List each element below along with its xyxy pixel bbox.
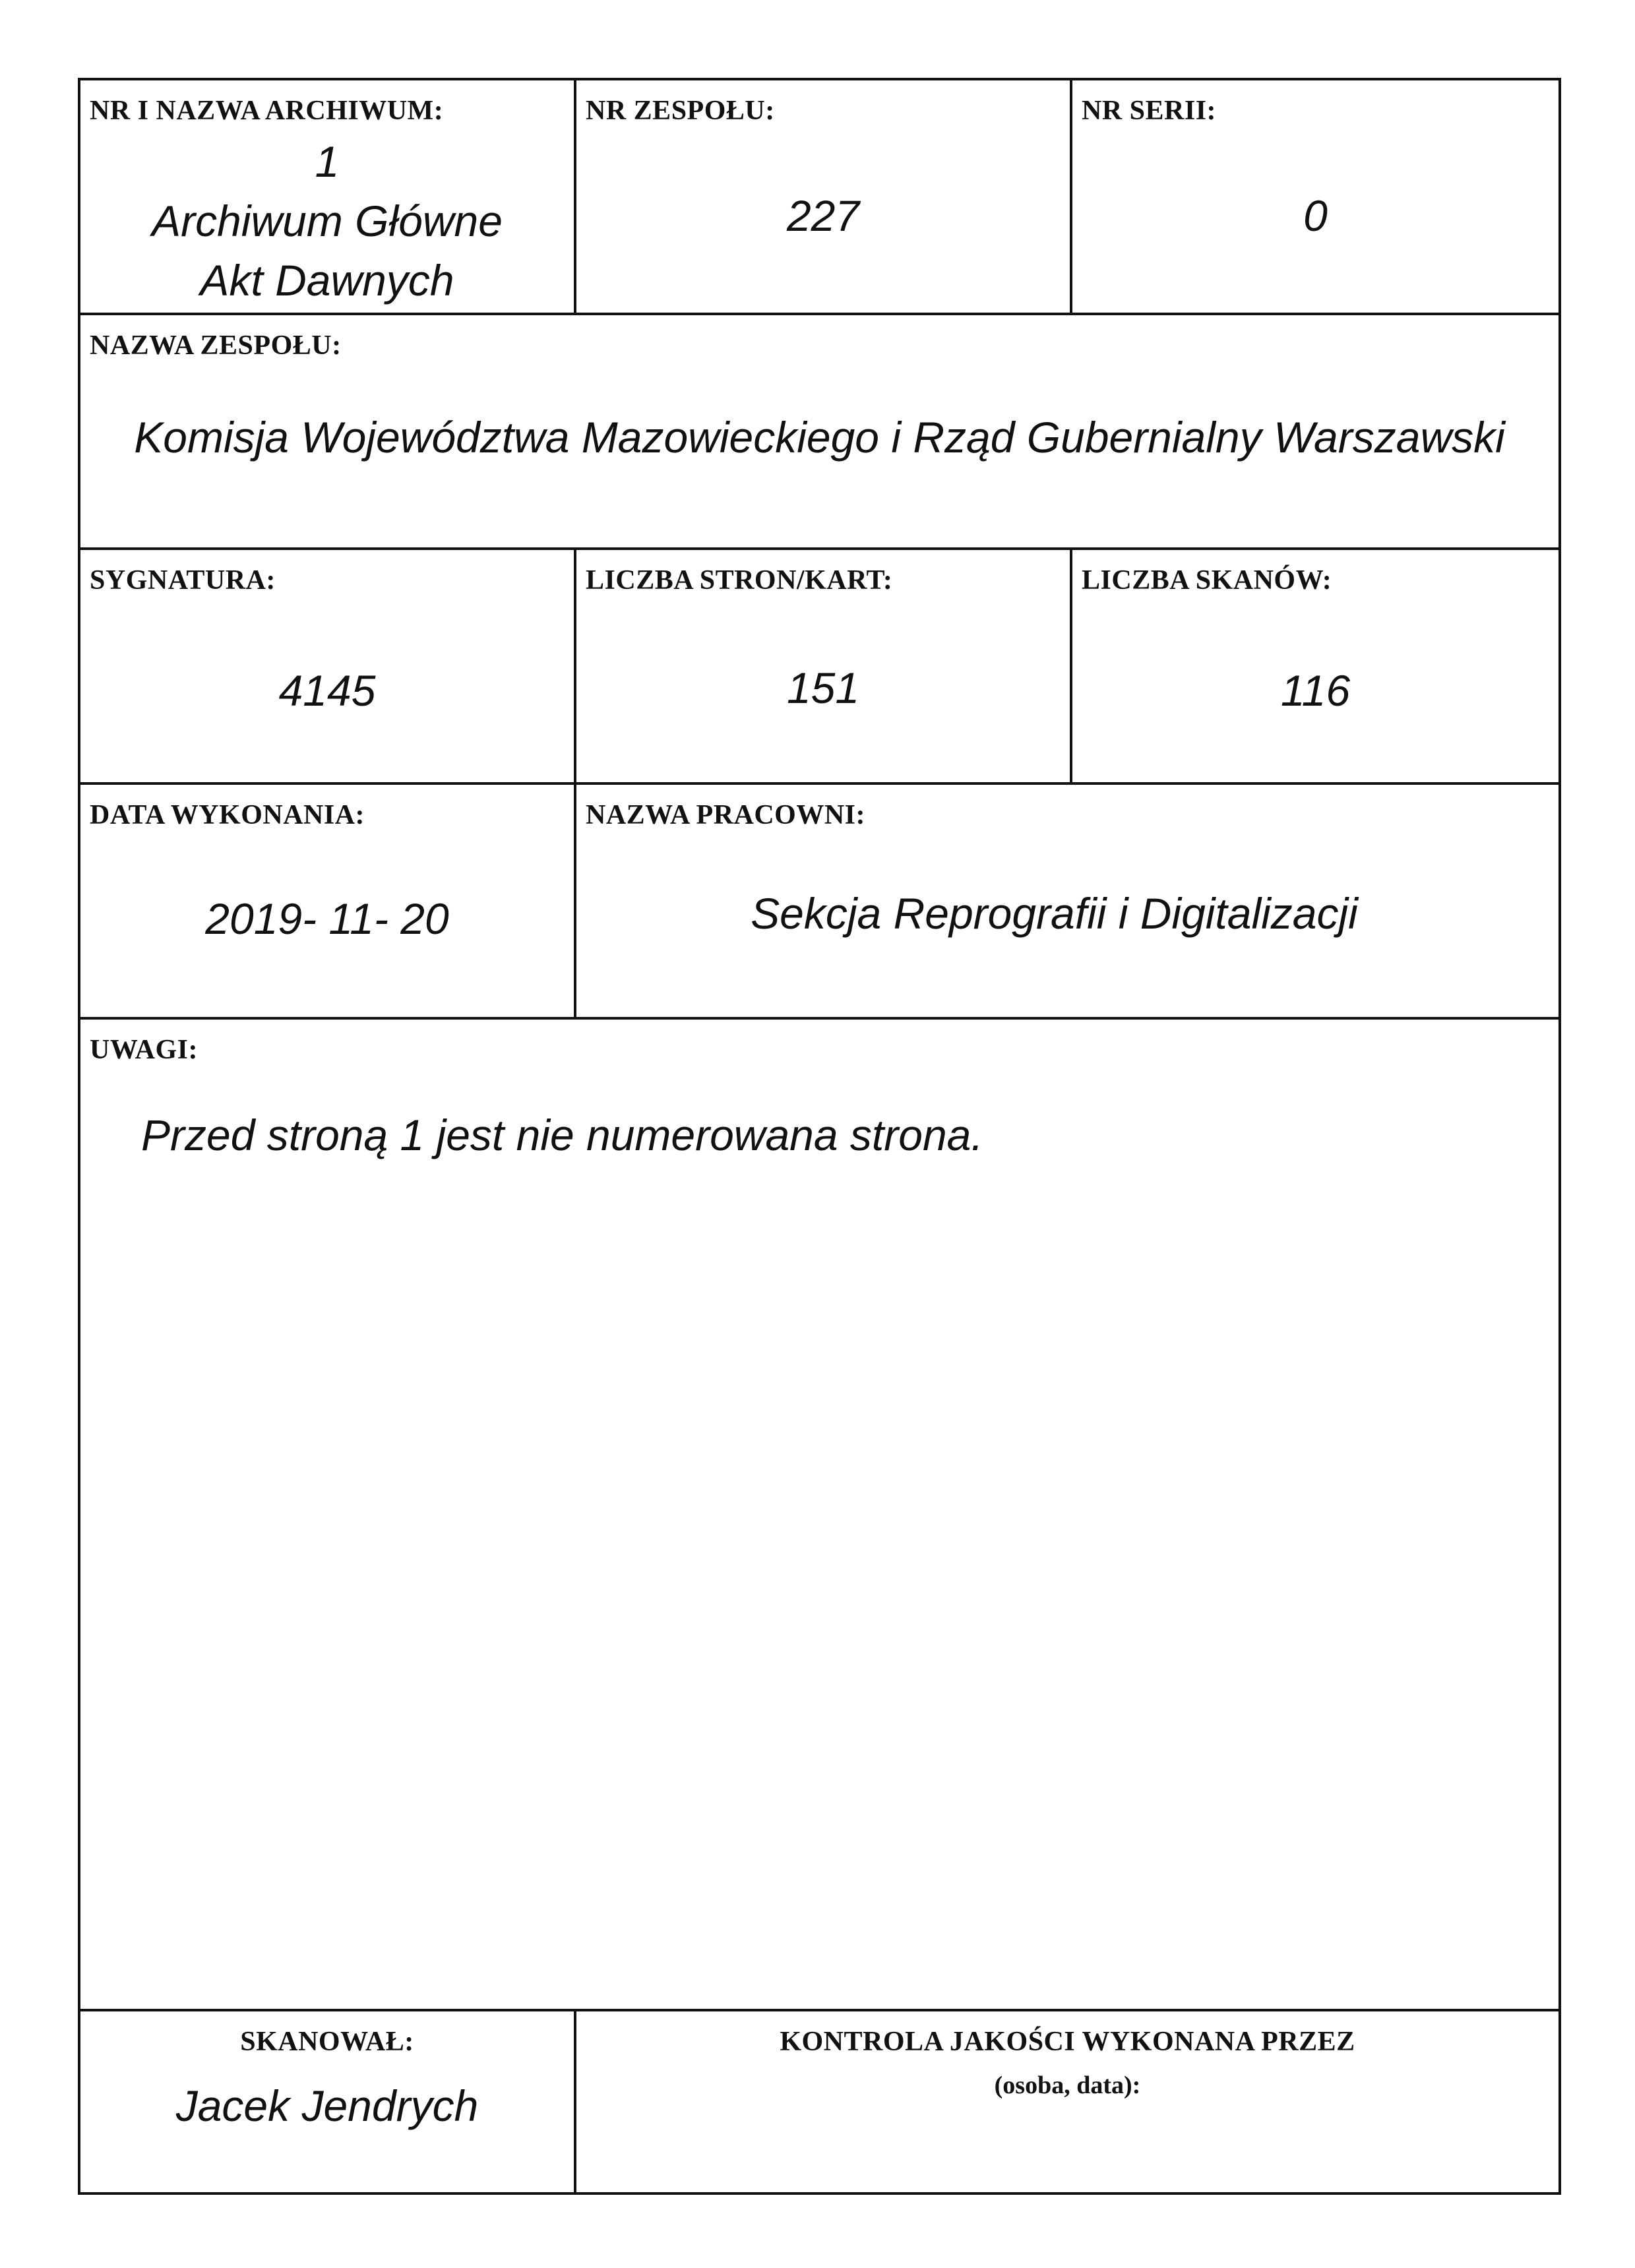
- series-number-value: 0: [1303, 191, 1328, 240]
- scanned-by-value: Jacek Jendrych: [175, 2081, 479, 2130]
- row-remarks: [80, 1020, 1558, 2011]
- cell-series-number: [1072, 80, 1558, 313]
- row-counts: [80, 550, 1558, 785]
- fonds-name-label: NAZWA ZESPOŁU:: [90, 330, 342, 361]
- archive-metadata-form: [78, 78, 1561, 2195]
- row-fonds-name: [80, 315, 1558, 550]
- pages-count-label: LICZBA STRON/KART:: [586, 565, 893, 596]
- cell-fonds-name: [80, 315, 1558, 547]
- archive-name-line2: Akt Dawnych: [200, 256, 454, 305]
- scans-count-label: LICZBA SKANÓW:: [1082, 565, 1332, 596]
- cell-date-done: [80, 785, 576, 1017]
- cell-signature: [80, 550, 576, 782]
- row-signoff: [80, 2011, 1558, 2192]
- cell-quality-control: [576, 2011, 1558, 2192]
- scanned-by-label: SKANOWAŁ:: [240, 2027, 414, 2057]
- workshop-label: NAZWA PRACOWNI:: [586, 800, 866, 830]
- date-done-value: 2019- 11- 20: [205, 894, 449, 943]
- quality-control-label: KONTROLA JAKOŚCI WYKONANA PRZEZ: [780, 2027, 1355, 2057]
- cell-scans-count: [1072, 550, 1558, 782]
- row-date-workshop: [80, 785, 1558, 1020]
- archive-number: 1: [315, 137, 340, 186]
- cell-workshop: [576, 785, 1558, 1017]
- cell-fonds-number: [576, 80, 1072, 313]
- remarks-value: Przed stroną 1 jest nie numerowana strona.: [141, 1111, 983, 1159]
- signature-value: 4145: [278, 666, 376, 715]
- pages-count-value: 151: [786, 663, 860, 712]
- fonds-number-value: 227: [786, 191, 860, 240]
- archive-label: NR I NAZWA ARCHIWUM:: [90, 96, 444, 126]
- quality-control-sublabel: (osoba, data):: [994, 2071, 1141, 2099]
- date-done-label: DATA WYKONANIA:: [90, 800, 365, 830]
- cell-scanned-by: [80, 2011, 576, 2192]
- fonds-name-value: Komisja Województwa Mazowieckiego i Rząd Gubernialny Warszawski: [134, 413, 1505, 462]
- cell-remarks: [80, 1020, 1558, 2009]
- cell-archive: [80, 80, 576, 313]
- remarks-label: UWAGI:: [90, 1035, 199, 1065]
- series-number-label: NR SERII:: [1082, 96, 1217, 126]
- archive-name-line1: Archiwum Główne: [152, 197, 503, 245]
- scans-count-value: 116: [1280, 666, 1351, 715]
- fonds-number-label: NR ZESPOŁU:: [586, 96, 775, 126]
- row-archive-info: [80, 80, 1558, 315]
- cell-pages-count: [576, 550, 1072, 782]
- signature-label: SYGNATURA:: [90, 565, 276, 596]
- workshop-value: Sekcja Reprografii i Digitalizacji: [751, 889, 1358, 938]
